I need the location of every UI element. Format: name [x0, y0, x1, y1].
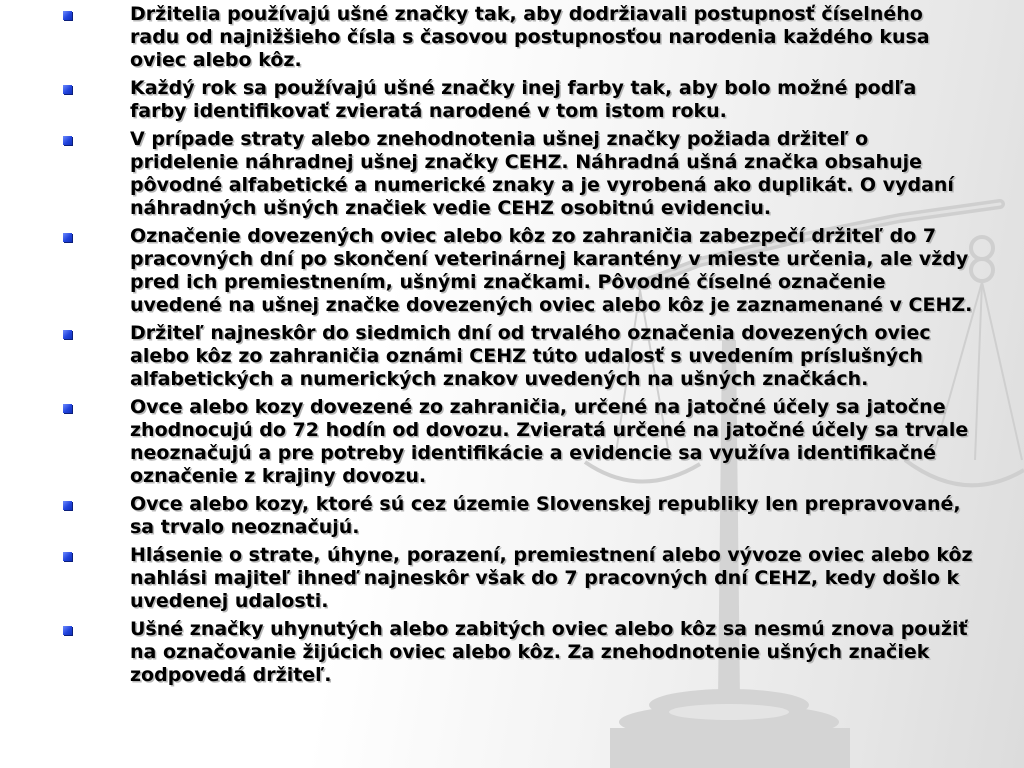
bullet-text: Držiteľ najneskôr do siedmich dní od trvalého označenia dovezených oviec alebo kôz zo zahraničia oznámi CEHZ túto udalosť s uvedením príslušných alfabetických a numerických znakov uvedených na ušných značkách.	[130, 322, 931, 390]
bullet-item	[0, 128, 1024, 220]
square-bullet-icon	[63, 330, 72, 339]
bullet-item	[0, 544, 1024, 613]
bullet-item	[0, 618, 1024, 687]
square-bullet-icon	[63, 233, 72, 242]
bullet-text: Každý rok sa používajú ušné značky inej farby tak, aby bolo možné podľa farby identifikovať zvieratá narodené v tom istom roku.	[130, 77, 917, 122]
bullet-text: Držitelia používajú ušné značky tak, aby dodržiavali postupnosť číselného radu od najnižšieho čísla s časovou postupnosťou narodenia každého kusa oviec alebo kôz.	[130, 3, 930, 71]
bullet-item	[0, 493, 1024, 539]
bullet-text: Ovce alebo kozy, ktoré sú cez územie Slovenskej republiky len prepravované, sa trvalo neoznačujú.	[130, 493, 961, 538]
bullet-text: Ušné značky uhynutých alebo zabitých oviec alebo kôz sa nesmú znova použiť na označovanie žijúcich oviec alebo kôz. Za znehodnotenie ušných značiek zodpovedá držiteľ.	[130, 618, 968, 686]
square-bullet-icon	[63, 11, 72, 20]
square-bullet-icon	[63, 404, 72, 413]
bullet-item	[0, 322, 1024, 391]
bullet-list	[0, 3, 1024, 692]
bullet-item	[0, 225, 1024, 317]
bullet-text: Hlásenie o strate, úhyne, porazení, premiestnení alebo vývoze oviec alebo kôz nahlási majiteľ ihneď najneskôr však do 7 pracovných dní CEHZ, kedy došlo k uvedenej udalosti.	[130, 544, 973, 612]
bullet-item	[0, 3, 1024, 72]
bullet-text: Označenie dovezených oviec alebo kôz zo zahraničia zabezpečí držiteľ do 7 pracovných dní po skončení veterinárnej karantény v mieste určenia, ale vždy pred ich premiestnením, ušnými značkami. Pôvodné číselné označenie uvedené na ušnej značke dovezených oviec alebo kôz je zaznamenané v CEHZ.	[130, 225, 973, 316]
square-bullet-icon	[63, 501, 72, 510]
square-bullet-icon	[63, 136, 72, 145]
bullet-item	[0, 396, 1024, 488]
bullet-text: V prípade straty alebo znehodnotenia ušnej značky požiada držiteľ o pridelenie náhradnej ušnej značky CEHZ. Náhradná ušná značka obsahuje pôvodné alfabetické a numerické znaky a je vyrobená ako duplikát. O vydaní náhradných ušných značiek vedie CEHZ osobitnú evidenciu.	[130, 128, 954, 219]
square-bullet-icon	[63, 85, 72, 94]
square-bullet-icon	[63, 552, 72, 561]
bullet-text: Ovce alebo kozy dovezené zo zahraničia, určené na jatočné účely sa jatočne zhodnocujú do 72 hodín od dovozu. Zvieratá určené na jatočné účely sa trvale neoznačujú a pre potreby identifikácie a evidencie sa využíva identifikačné označenie z krajiny dovozu.	[130, 396, 969, 487]
square-bullet-icon	[63, 626, 72, 635]
bullet-item	[0, 77, 1024, 123]
